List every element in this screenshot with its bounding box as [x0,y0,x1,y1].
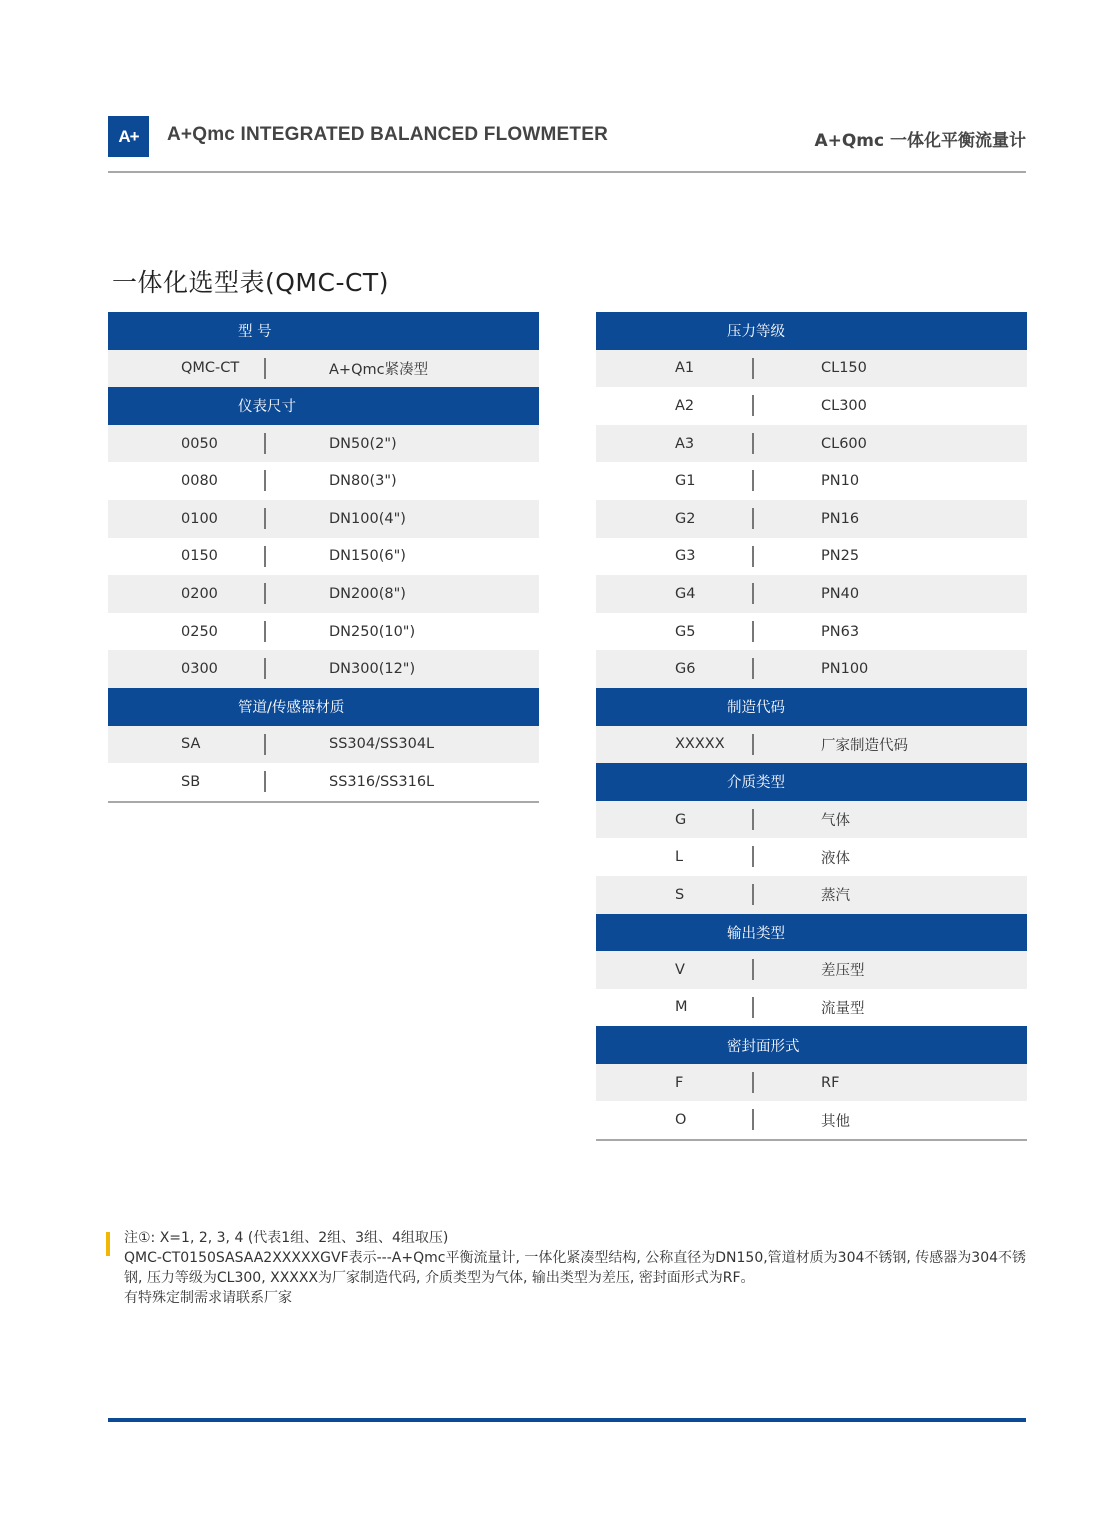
option-code: 0080 [181,473,218,490]
table-row [108,650,539,688]
section-header: 仪表尺寸 [108,387,539,425]
option-code: 0250 [181,623,218,640]
section-header: 压力等级 [596,312,1027,350]
section-header: 输出类型 [596,914,1027,952]
table-row [596,726,1027,764]
option-description: A+Qmc紧凑型 [329,361,429,378]
option-code: F [675,1074,684,1091]
option-description: CL600 [821,435,867,452]
separator-bar [264,508,266,529]
table-row [596,462,1027,500]
option-description: CL150 [821,360,867,377]
option-description: PN10 [821,473,860,490]
separator-bar [752,395,754,416]
option-code: G6 [675,661,696,678]
section-header: 管道/传感器材质 [108,688,539,726]
separator-bar [264,358,266,379]
table-row [108,500,539,538]
separator-bar [264,734,266,755]
table-row [108,763,539,801]
option-description: PN16 [821,510,860,527]
option-description: PN63 [821,623,860,640]
option-code: G5 [675,623,696,640]
option-description: PN25 [821,548,860,565]
option-code: A2 [675,397,695,414]
option-description: PN100 [821,661,869,678]
separator-bar [264,583,266,604]
table-row [596,500,1027,538]
option-code: 0150 [181,548,218,565]
option-code: 0100 [181,510,218,527]
section-header: 型 号 [108,312,539,350]
left-selection-table [108,312,539,803]
option-code: V [675,961,685,978]
option-description: DN100(4") [329,510,406,527]
table-row [108,350,539,388]
separator-bar [752,433,754,454]
separator-bar [752,884,754,905]
table-row [596,575,1027,613]
table-row [596,989,1027,1027]
table-row [108,575,539,613]
option-code: M [675,999,688,1016]
option-code: G [675,811,687,828]
option-code: SB [181,773,201,790]
table-row [596,1064,1027,1102]
option-description: 液体 [821,850,850,867]
separator-bar [752,658,754,679]
option-description: PN40 [821,585,860,602]
right-selection-table [596,312,1027,1141]
table-row [108,425,539,463]
header-divider [108,171,1026,173]
option-description: DN200(8") [329,585,406,602]
section-header: 制造代码 [596,688,1027,726]
option-code: SA [181,736,201,753]
option-code: G4 [675,585,696,602]
option-description: DN300(12") [329,661,416,678]
option-description: CL300 [821,397,867,414]
option-code: A1 [675,360,695,377]
separator-bar [752,997,754,1018]
option-description: RF [821,1074,840,1091]
option-description: DN150(6") [329,548,406,565]
note-line-3: 有特殊定制需求请联系厂家 [124,1290,292,1306]
separator-bar [752,508,754,529]
table-bottom-rule [596,1139,1027,1141]
option-code: S [675,886,685,903]
separator-bar [264,470,266,491]
table-row [108,462,539,500]
separator-bar [752,546,754,567]
option-code: 0200 [181,585,218,602]
table-row [596,350,1027,388]
separator-bar [752,959,754,980]
option-description: DN50(2") [329,435,397,452]
separator-bar [752,470,754,491]
option-code: QMC-CT [181,360,240,377]
option-description: SS316/SS316L [329,773,435,790]
notes-block [106,1228,1028,1308]
note-line-1: 注①: X=1, 2, 3, 4 (代表1组、2组、3组、4组取压) [124,1230,449,1246]
option-description: 差压型 [821,963,865,980]
header-title-en: A+Qmc INTEGRATED BALANCED FLOWMETER [167,124,609,145]
separator-bar [264,771,266,792]
option-description: SS304/SS304L [329,736,435,753]
option-code: O [675,1112,687,1129]
option-description: 气体 [821,813,850,830]
option-code: XXXXX [675,736,725,753]
separator-bar [752,621,754,642]
table-row [596,876,1027,914]
separator-bar [752,734,754,755]
option-code: G2 [675,510,696,527]
option-description: 蒸汽 [821,888,850,905]
separator-bar [264,546,266,567]
option-description: DN80(3") [329,473,397,490]
table-row [108,538,539,576]
table-row [596,951,1027,989]
option-description: DN250(10") [329,623,416,640]
separator-bar [264,621,266,642]
option-code: 0300 [181,661,218,678]
table-row [596,387,1027,425]
table-row [596,650,1027,688]
table-row [596,538,1027,576]
table-row [596,801,1027,839]
separator-bar [752,358,754,379]
table-row [108,613,539,651]
page-header [108,116,1026,172]
table-row [596,1101,1027,1139]
page-title: 一体化选型表(QMC-CT) [112,267,389,297]
option-code: A3 [675,435,695,452]
option-code: 0050 [181,435,218,452]
separator-bar [264,433,266,454]
separator-bar [752,583,754,604]
option-description: 厂家制造代码 [821,737,908,754]
note-line-2: QMC-CT0150SASAA2XXXXXGVF表示---A+Qmc平衡流量计, 一体化紧凑型结构, 公称直径为DN150,管道材质为304不锈钢, 传感器为304不锈钢, 压力等级为CL300, XXXXX为厂家制造代码, 介质类型为气体, 输出类型为差压, 密封面形式为RF。 [124,1250,1027,1286]
separator-bar [752,809,754,830]
option-description: 流量型 [821,1000,865,1017]
header-title-cn: A+Qmc 一体化平衡流量计 [814,131,1026,151]
option-code: G3 [675,548,696,565]
option-code: L [675,849,684,866]
table-row [596,425,1027,463]
separator-bar [752,1109,754,1130]
footer-divider [108,1418,1026,1422]
separator-bar [752,1072,754,1093]
table-row [596,838,1027,876]
table-row [108,726,539,764]
table-row [596,613,1027,651]
section-header: 介质类型 [596,763,1027,801]
note-accent-bar [106,1232,110,1256]
option-description: 其他 [821,1113,850,1130]
separator-bar [264,658,266,679]
table-bottom-rule [108,801,539,803]
section-header: 密封面形式 [596,1026,1027,1064]
option-code: G1 [675,473,696,490]
brand-logo: A+ [108,116,149,157]
separator-bar [752,846,754,867]
